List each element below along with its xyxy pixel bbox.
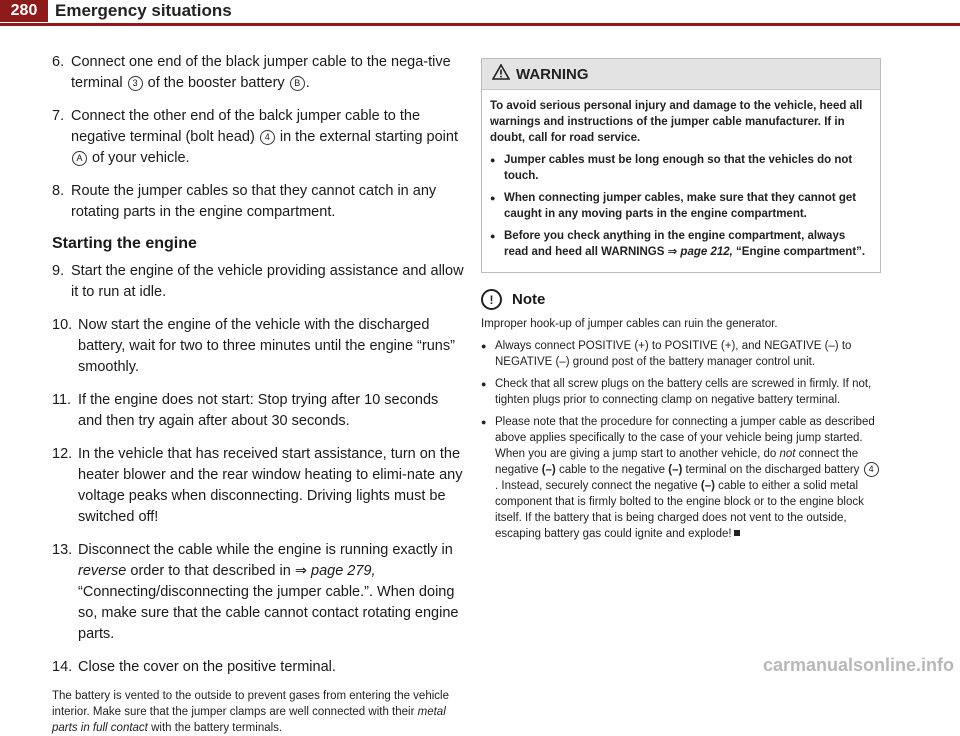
- step-11: [52, 390, 464, 432]
- warning-bullet: [490, 228, 872, 260]
- right-column: [481, 58, 881, 548]
- header-rule: [0, 23, 960, 26]
- emphasis-text: metal parts in full contact: [52, 706, 446, 734]
- step-7: [52, 106, 464, 169]
- step-number: 10.: [52, 317, 73, 333]
- step-text: “Connecting/disconnecting the jumper cable.”. When doing so, make sure that the cable cannot contact rotating engine parts.: [78, 584, 459, 642]
- step-text: If the engine does not start: Stop trying after 10 seconds and then try again after about 30 seconds.: [78, 392, 439, 429]
- step-number: 14.: [52, 659, 73, 675]
- note-text: Please note that the procedure for connecting a jumper cable as described above applies specifically to the case of your vehicle being jump started. When you are giving a jump start to another vehicle, do: [495, 416, 875, 460]
- step-text: Connect the other end of the balck jumper cable to the negative terminal (bolt head): [71, 108, 421, 145]
- emphasis-text: not: [779, 448, 796, 460]
- step-text: in the external starting point: [275, 129, 458, 145]
- bold-text: (–): [700, 480, 715, 492]
- bold-text: (–): [668, 464, 683, 476]
- note-text: terminal on the discharged battery: [682, 464, 863, 476]
- step-14: [52, 657, 464, 678]
- warning-header: [482, 59, 880, 90]
- callout-4: 4: [260, 130, 275, 145]
- warning-triangle-icon: [492, 64, 510, 85]
- emphasis-text: reverse: [78, 563, 127, 579]
- step-number: 13.: [52, 542, 73, 558]
- section-header-title: Emergency situations: [55, 1, 232, 20]
- note-bullet: ● Check that all screw plugs on the battery cells are screwed in firmly. If not, tighten plugs prior to connecting clamp on negative battery terminal.: [481, 376, 881, 408]
- step-number: 12.: [52, 446, 73, 462]
- bold-text: (–): [541, 464, 556, 476]
- step-text: Route the jumper cables so that they cannot catch in any rotating parts in the engine compartment.: [71, 183, 437, 220]
- step-text: Start the engine of the vehicle providing assistance and allow it to run at idle.: [71, 263, 464, 300]
- note-bullet: ● Always connect POSITIVE (+) to POSITIVE (+), and NEGATIVE (–) to NEGATIVE (–) ground post of the battery manager control unit.: [481, 338, 881, 370]
- callout-3: 3: [128, 76, 143, 91]
- watermark: carmanualsonline.info: [762, 655, 954, 675]
- note-bullet: [481, 414, 881, 542]
- step-text: order to that described in ⇒: [126, 563, 311, 579]
- page-reference-link[interactable]: page 212,: [680, 246, 733, 258]
- page-reference-link[interactable]: page 279,: [311, 563, 376, 579]
- step-13: [52, 540, 464, 645]
- warning-text: “Engine compartment”.: [732, 246, 866, 258]
- warning-text: Before you check anything in the engine compartment, always read and heed all WARNINGS ⇒: [504, 230, 846, 258]
- note-text: cable to the negative: [555, 464, 669, 476]
- section-title: Starting the engine: [52, 235, 197, 252]
- footnote: [52, 688, 464, 736]
- step-number: 6.: [52, 54, 65, 70]
- callout-a: A: [72, 151, 87, 166]
- step-10: [52, 315, 464, 378]
- step-8: [52, 181, 464, 223]
- end-square-icon: [734, 530, 740, 536]
- step-number: 9.: [52, 263, 65, 279]
- warning-body: [482, 90, 880, 272]
- callout-4: 4: [864, 462, 879, 477]
- step-text: of the booster battery: [143, 75, 289, 91]
- footnote-text: with the battery terminals.: [147, 722, 283, 734]
- note-text: cable to either a solid metal component that is firmly bolted to the engine block or to the engine block itself. If the battery that is being charged does not vent to the outside, escaping battery gas could ignite and explode!: [495, 480, 864, 540]
- step-text: Connect one end of the black jumper cable to the nega-tive terminal: [71, 54, 451, 91]
- step-text: .: [305, 75, 310, 91]
- left-column: [52, 52, 464, 736]
- warning-bullet: ● Jumper cables must be long enough so that the vehicles do not touch.: [490, 152, 872, 184]
- step-6: [52, 52, 464, 94]
- step-number: 7.: [52, 108, 65, 124]
- note-body: [481, 316, 881, 542]
- step-text: of your vehicle.: [88, 150, 190, 166]
- step-12: [52, 444, 464, 528]
- callout-b: B: [290, 76, 305, 91]
- step-text: Close the cover on the positive terminal.: [78, 659, 336, 675]
- note-intro: Improper hook-up of jumper cables can ruin the generator.: [481, 318, 778, 330]
- note-text: connect the negative: [495, 448, 859, 476]
- note-text: . Instead, securely connect the negative: [495, 480, 701, 492]
- step-text: In the vehicle that has received start assistance, turn on the heater blower and the rear window heating to elimi-nate any voltage peaks when disconnecting. Driving lights must be switched off!: [78, 446, 463, 525]
- step-text: Disconnect the cable while the engine is running exactly in: [78, 542, 453, 558]
- note-header: [481, 289, 881, 310]
- warning-title: WARNING: [516, 65, 589, 83]
- warning-intro: To avoid serious personal injury and damage to the vehicle, heed all warnings and instructions of the jumper cable manufacturer. If in doubt, call for road service.: [490, 100, 863, 144]
- step-number: 11.: [52, 392, 72, 408]
- step-number: 8.: [52, 183, 65, 199]
- footnote-text: The battery is vented to the outside to prevent gases from entering the vehicle interior. Make sure that the jumper clamps are well connected with their: [52, 690, 449, 718]
- warning-box: [481, 58, 881, 273]
- step-9: [52, 261, 464, 303]
- page-number: 280: [0, 0, 48, 22]
- note-exclamation-icon: !: [481, 289, 502, 310]
- step-text: Now start the engine of the vehicle with the discharged battery, wait for two to three minutes until the engine “runs” smoothly.: [78, 317, 455, 375]
- warning-bullet: ● When connecting jumper cables, make sure that they cannot get caught in any moving parts in the engine compartment.: [490, 190, 872, 222]
- note-title: Note: [512, 291, 546, 308]
